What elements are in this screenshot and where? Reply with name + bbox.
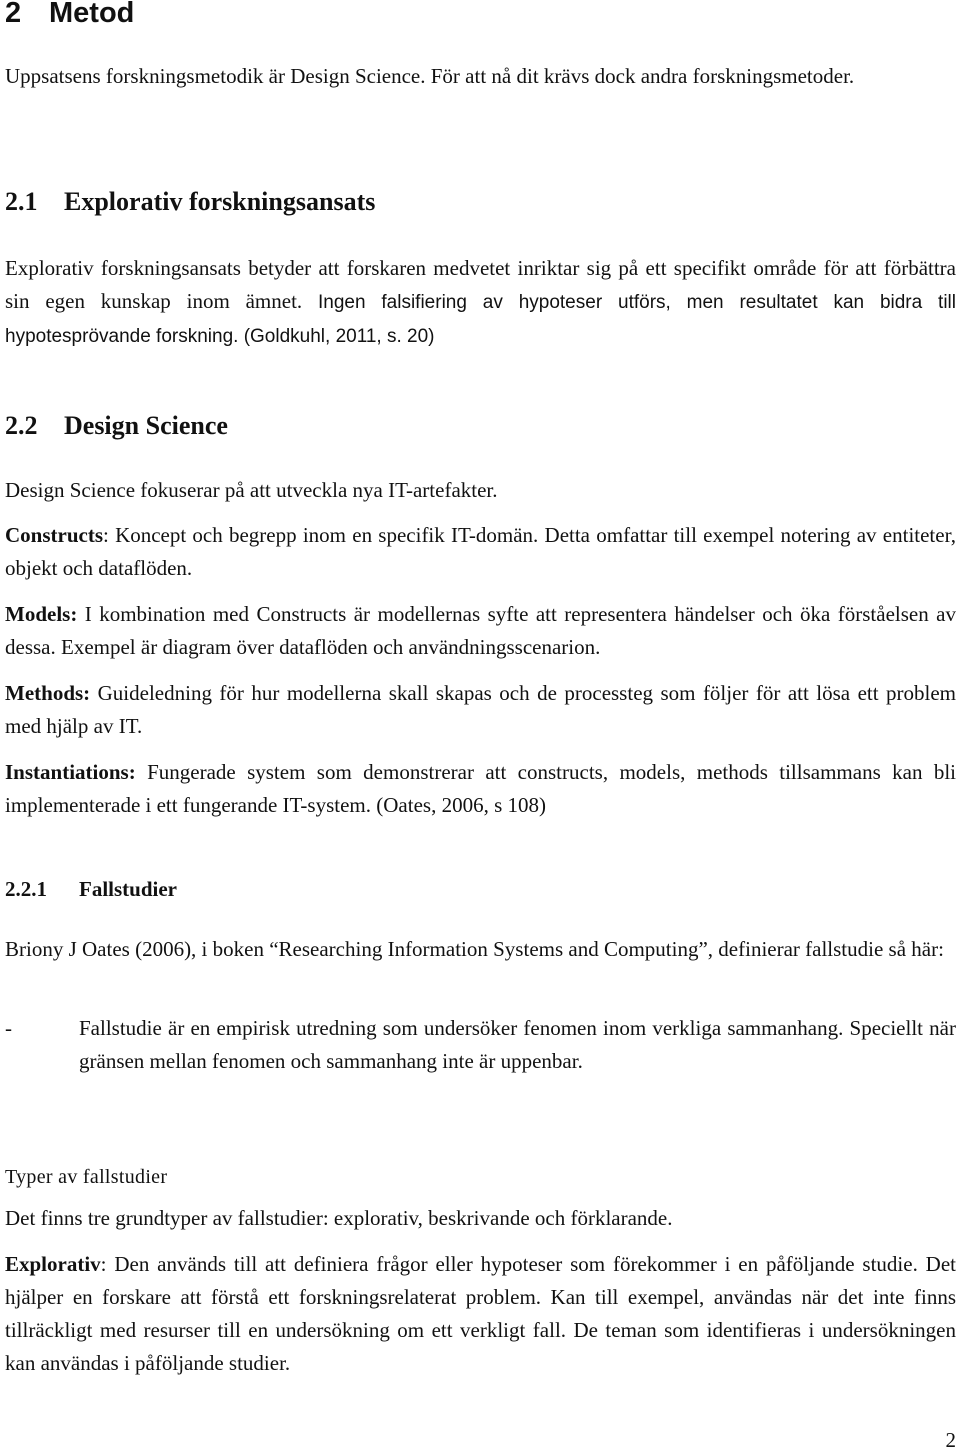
heading-2-1 [5,187,375,217]
paragraph-text: Fungerade system som demonstrerar att constructs, models, methods tillsammans kan bli implementerade i ett fungerande IT-system. (Oates, 2006, s 108) [5,760,956,817]
constructs-paragraph [5,519,956,585]
paragraph-text: : Den används till att definiera frågor eller hypoteser som förekommer i en påföljande studie. Det hjälper en forskare att förstå ett forskningsrelaterat problem. Kan till exempel, användas när det inte finns tillräckligt med resurser till en undersökning om ett verkligt fall. De teman som identifieras i undersökningen kan användas i påföljande studier. [5,1252,956,1375]
types-intro: Det finns tre grundtyper av fallstudier: explorativ, beskrivande och förklarande. [5,1206,673,1230]
explorativ-type-paragraph [5,1248,956,1380]
instantiations-label: Instantiations: [5,760,136,784]
heading-2-2 [5,411,228,441]
paragraph-text: Exempel är diagram över dataflöden och användningsscenarion. [61,635,601,659]
definition-bullet [5,1012,956,1078]
methods-label: Methods: [5,681,91,705]
heading-title: Fallstudier [79,877,177,901]
heading-number: 2.1 [5,187,38,216]
page-number: 2 [945,1428,956,1452]
instantiations-paragraph [5,756,956,822]
heading-2-2-1 [5,877,177,902]
heading-title: Design Science [64,411,228,440]
paragraph-text: Explorativ forskningsansats betyder att forskaren medvetet inriktar sig på ett specifikt område för att förbättra sin egen kunskap inom ämnet. [5,256,956,313]
heading-number: 2.2.1 [5,877,47,901]
methods-paragraph [5,677,956,743]
heading-number: 2 [5,0,22,29]
bullet-text: Fallstudie är en empirisk utredning som undersöker fenomen inom verkliga sammanhang. Speciellt när gränsen mellan fenomen och sammanhang inte är uppenbar. [79,1016,956,1073]
heading-title: Metod [49,0,135,29]
paragraph-text: Detta omfattar till exempel notering av entiteter, objekt och dataflöden. [5,523,956,580]
intro-paragraph: Uppsatsens forskningsmetodik är Design Science. För att nå dit krävs dock andra forskningsmetoder. [5,64,855,88]
bullet-dash: - [5,1016,12,1040]
paragraph-text: Guideledning för hur modellerna skall skapas och de processteg som följer för att lösa ett problem med hjälp av IT. [5,681,957,738]
paragraph-text: I kombination med Constructs är modellernas syfte att representera händelser och öka förståelsen av dessa. [5,602,957,659]
paragraph-text: : Koncept och begrepp inom en specifik IT-domän. [103,523,539,547]
constructs-label: Constructs [5,523,103,547]
subtitle-typer: Typer av fallstudier [5,1166,168,1188]
explorativ-paragraph [5,252,956,353]
design-science-intro: Design Science fokuserar på att utveckla nya IT-artefakter. [5,478,498,502]
heading-metod [5,0,134,30]
heading-title: Explorativ forskningsansats [64,187,376,216]
heading-number: 2.2 [5,411,38,440]
fallstudier-intro: Briony J Oates (2006), i boken “Researching Information Systems and Computing”, definierar fallstudie så här: [5,937,944,961]
explorativ-label: Explorativ [5,1252,101,1276]
models-label: Models: [5,602,78,626]
paragraph-text-sans: Ingen falsifiering av hypoteser utförs, men resultatet kan bidra till hypotesprövande forskning. (Goldkuhl, 2011, s. 20) [5,292,956,347]
models-paragraph [5,598,956,664]
